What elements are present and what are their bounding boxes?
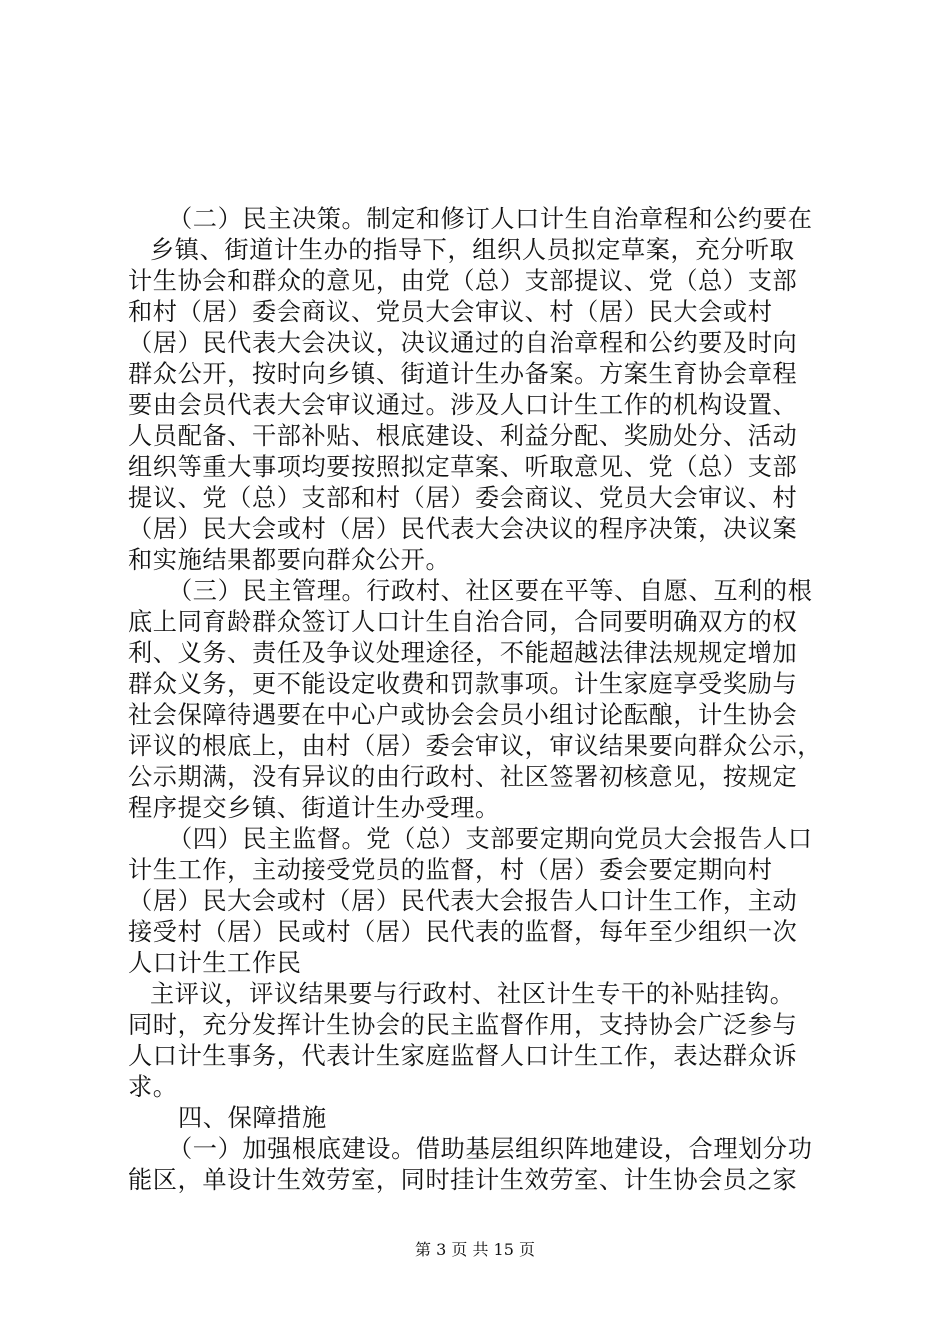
text-line: 人口计生事务，代表计生家庭监督人口计生工作，表达群众诉 [128,1042,798,1070]
text-line: 能区，单设计生效劳室，同时挂计生效劳室、计生协会员之家 [128,1166,798,1194]
text-line: 接受村（居）民或村（居）民代表的监督，每年至少组织一次 [128,918,798,946]
text-line: （居）民代表大会决议，决议通过的自治章程和公约要及时向 [128,329,798,357]
text-line: 提议、党（总）支部和村（居）委会商议、党员大会审议、村 [128,484,798,512]
text-line: （居）民大会或村（居）民代表大会决议的程序决策，决议案 [128,515,798,543]
text-line: 和村（居）委会商议、党员大会审议、村（居）民大会或村 [128,298,773,326]
text-line: （四）民主监督。党（总）支部要定期向党员大会报告人口 [168,825,813,853]
text-line: （二）民主决策。制定和修订人口计生自治章程和公约要在 [168,205,813,233]
text-line: 组织等重大事项均要按照拟定草案、听取意见、党（总）支部 [128,453,798,481]
text-line: 利、义务、责任及争议处理途径，不能超越法律法规规定增加 [128,639,798,667]
text-line: 要由会员代表大会审议通过。涉及人口计生工作的机构设置、 [128,391,798,419]
text-line: 计生工作，主动接受党员的监督，村（居）委会要定期向村 [128,856,773,884]
text-line: （三）民主管理。行政村、社区要在平等、自愿、互利的根 [168,577,813,605]
text-line: 主评议，评议结果要与行政村、社区计生专干的补贴挂钩。 [150,980,795,1008]
section-heading: 四、保障措施 [178,1104,327,1132]
text-line: 评议的根底上，由村（居）委会审议，审议结果要向群众公示， [128,732,823,760]
page-number-footer: 第 3 页 共 15 页 [415,1240,535,1259]
text-line: 和实施结果都要向群众公开。 [128,546,451,574]
text-line: 计生协会和群众的意见，由党（总）支部提议、党（总）支部 [128,267,798,295]
text-line: 底上同育龄群众签订人口计生自治合同，合同要明确双方的权 [128,608,798,636]
text-line: （居）民大会或村（居）民代表大会报告人口计生工作，主动 [128,887,798,915]
text-line: 程序提交乡镇、街道计生办受理。 [128,794,500,822]
text-line: （一）加强根底建设。借助基层组织阵地建设，合理划分功 [168,1135,813,1163]
text-line: 群众义务，更不能设定收费和罚款事项。计生家庭享受奖励与 [128,670,798,698]
text-line: 公示期满，没有异议的由行政村、社区签署初核意见，按规定 [128,763,798,791]
text-line: 人口计生工作民 [128,949,302,977]
text-line: 社会保障待遇要在中心户或协会会员小组讨论酝酿，计生协会 [128,701,798,729]
text-line: 群众公开，按时向乡镇、街道计生办备案。方案生育协会章程 [128,360,798,388]
text-line: 人员配备、干部补贴、根底建设、利益分配、奖励处分、活动 [128,422,798,450]
text-line: 乡镇、街道计生办的指导下，组织人员拟定草案，充分听取 [150,236,795,264]
text-line: 求。 [128,1073,178,1101]
text-line: 同时，充分发挥计生协会的民主监督作用，支持协会广泛参与 [128,1011,798,1039]
